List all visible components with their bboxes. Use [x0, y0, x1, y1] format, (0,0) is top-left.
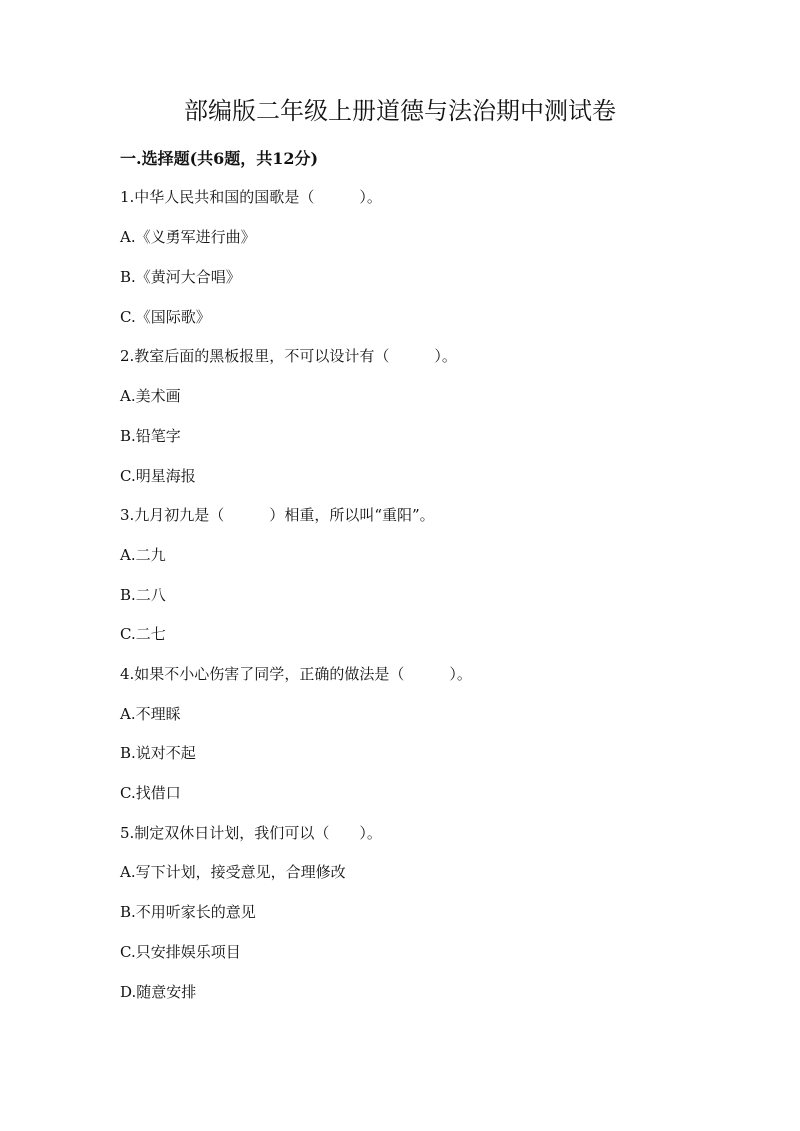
page-title: 部编版二年级上册道德与法治期中测试卷 — [184, 97, 616, 125]
section-heading: 一.选择题(共6题，共12分) — [120, 149, 319, 168]
question-1-option-b: B.《黄河大合唱》 — [120, 268, 241, 286]
question-2-stem: 2.教室后面的黑板报里，不可以设计有（ ）。 — [120, 347, 457, 365]
question-3-option-b: B.二八 — [120, 586, 166, 604]
question-3-stem: 3.九月初九是（ ）相重，所以叫“重阳”。 — [120, 506, 435, 524]
question-1-stem: 1.中华人民共和国的国歌是（ ）。 — [120, 188, 382, 206]
question-4-option-c: C.找借口 — [120, 784, 181, 802]
question-5-option-d: D.随意安排 — [120, 983, 197, 1001]
question-2-option-b: B.铅笔字 — [120, 427, 181, 445]
question-3-option-a: A.二九 — [120, 546, 166, 564]
question-2-option-a: A.美术画 — [120, 387, 181, 405]
question-4-option-a: A.不理睬 — [120, 705, 181, 723]
question-5-option-c: C.只安排娱乐项目 — [120, 943, 241, 961]
question-5-option-a: A.写下计划，接受意见，合理修改 — [120, 863, 346, 881]
question-2-option-c: C.明星海报 — [120, 467, 196, 485]
question-5-option-b: B.不用听家长的意见 — [120, 903, 256, 921]
question-4-option-b: B.说对不起 — [120, 744, 196, 762]
question-5-stem: 5.制定双休日计划，我们可以（ ）。 — [120, 824, 382, 842]
question-1-option-c: C.《国际歌》 — [120, 308, 211, 326]
question-3-option-c: C.二七 — [120, 625, 166, 643]
question-4-stem: 4.如果不小心伤害了同学，正确的做法是（ ）。 — [120, 665, 472, 683]
question-1-option-a: A.《义勇军进行曲》 — [120, 228, 256, 246]
